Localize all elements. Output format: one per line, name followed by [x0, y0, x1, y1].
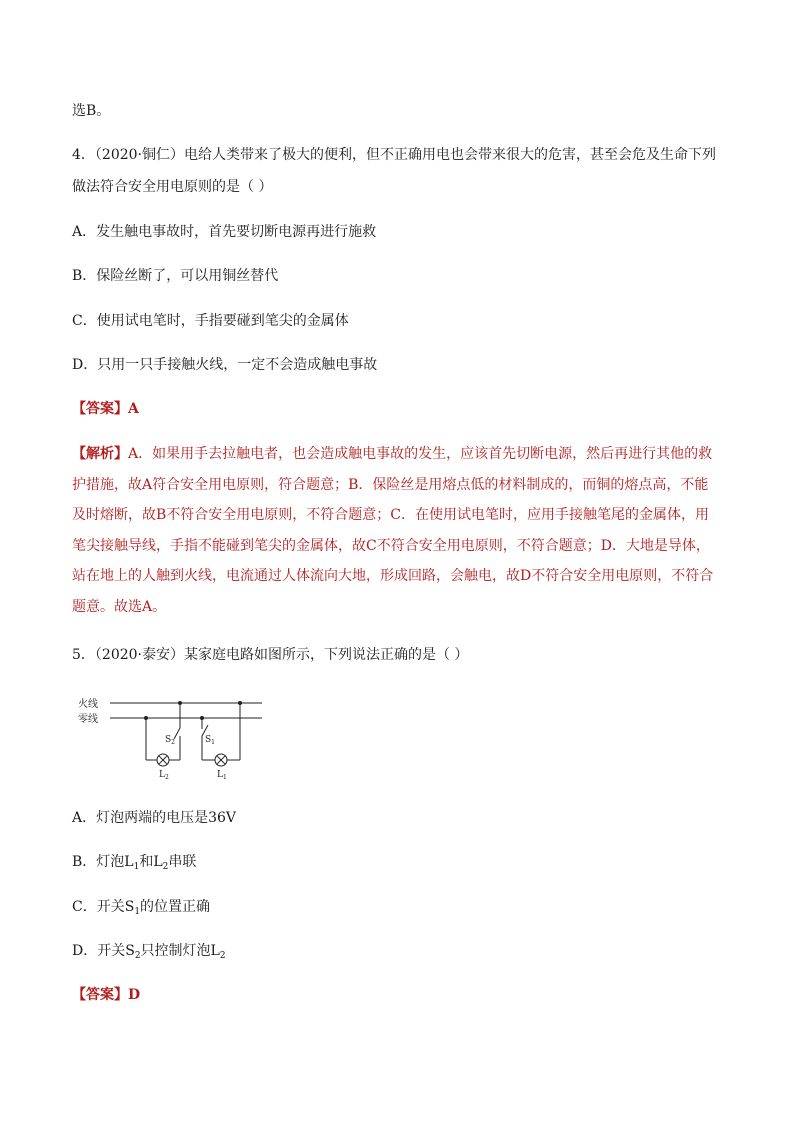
neutral-wire-label: 零线	[78, 714, 98, 725]
q4-analysis-text: A．如果用手去拉触电者，也会造成触电事故的发生，应该首先切断电源，然后再进行其他的救护措施，故A符合安全用电原则，符合题意；B．保险丝是用熔点低的材料制成的，而铜的熔点高，不能及时熔断，故B不符合安全用电原则，不符合题意；C．在使用试电笔时，应用手接触笔尾的金属体，用笔尖接触导线，手指不能碰到笔尖的金属体，故C不符合安全用电原则，不符合题意；D．大地是导体，站在地上的人触到火线，电流通过人体流向大地，形成回路，会触电，故D不符合安全用电原则，不符合题意。故选A。	[72, 446, 714, 615]
l2-label: $L_2$	[159, 770, 169, 781]
q4-answer-label: 【答案】	[72, 401, 128, 417]
q5-answer-value: D	[128, 987, 141, 1003]
q4-stem-line2: 做法符合安全用电原则的是（ ）	[72, 179, 273, 195]
q4-option-c: C．使用试电笔时，手指要碰到笔尖的金属体	[72, 313, 349, 329]
s1-label: $S_1$	[205, 735, 215, 746]
q4-stem-line1: 4．（2020·铜仁）电给人类带来了极大的便利，但不正确用电也会带来很大的危害，甚至会危及生命下列	[72, 147, 716, 163]
q5-answer-label: 【答案】	[72, 987, 128, 1003]
circuit-diagram	[70, 690, 280, 785]
q5-option-c: C．开关$S_1$的位置正确	[72, 899, 211, 917]
q4-option-d: D．只用一只手接触火线，一定不会造成触电事故	[72, 357, 378, 373]
q5-option-d: D．开关$S_2$只控制灯泡$L_2$	[72, 943, 226, 961]
l1-label: $L_1$	[217, 770, 227, 781]
s2-label: $S_2$	[165, 735, 175, 746]
q5-stem: 5．（2020·泰安）某家庭电路如图所示，下列说法正确的是（ ）	[72, 647, 469, 663]
q4-analysis	[72, 439, 722, 622]
q4-answer	[72, 399, 139, 419]
q4-analysis-label: 【解析】	[72, 446, 128, 462]
q5-answer	[72, 985, 140, 1005]
switch-s2	[174, 728, 180, 739]
live-wire-label: 火线	[78, 699, 98, 710]
previous-answer-tail: 选B。	[72, 103, 111, 119]
q4-option-b: B．保险丝断了，可以用铜丝替代	[72, 268, 279, 284]
q5-option-b: B．灯泡$L_1$和$L_2$串联	[72, 854, 197, 872]
q4-answer-value: A	[128, 401, 139, 417]
q4-option-a: A．发生触电事故时，首先要切断电源再进行施救	[72, 224, 377, 240]
q5-option-a: A．灯泡两端的电压是36V	[72, 810, 237, 826]
